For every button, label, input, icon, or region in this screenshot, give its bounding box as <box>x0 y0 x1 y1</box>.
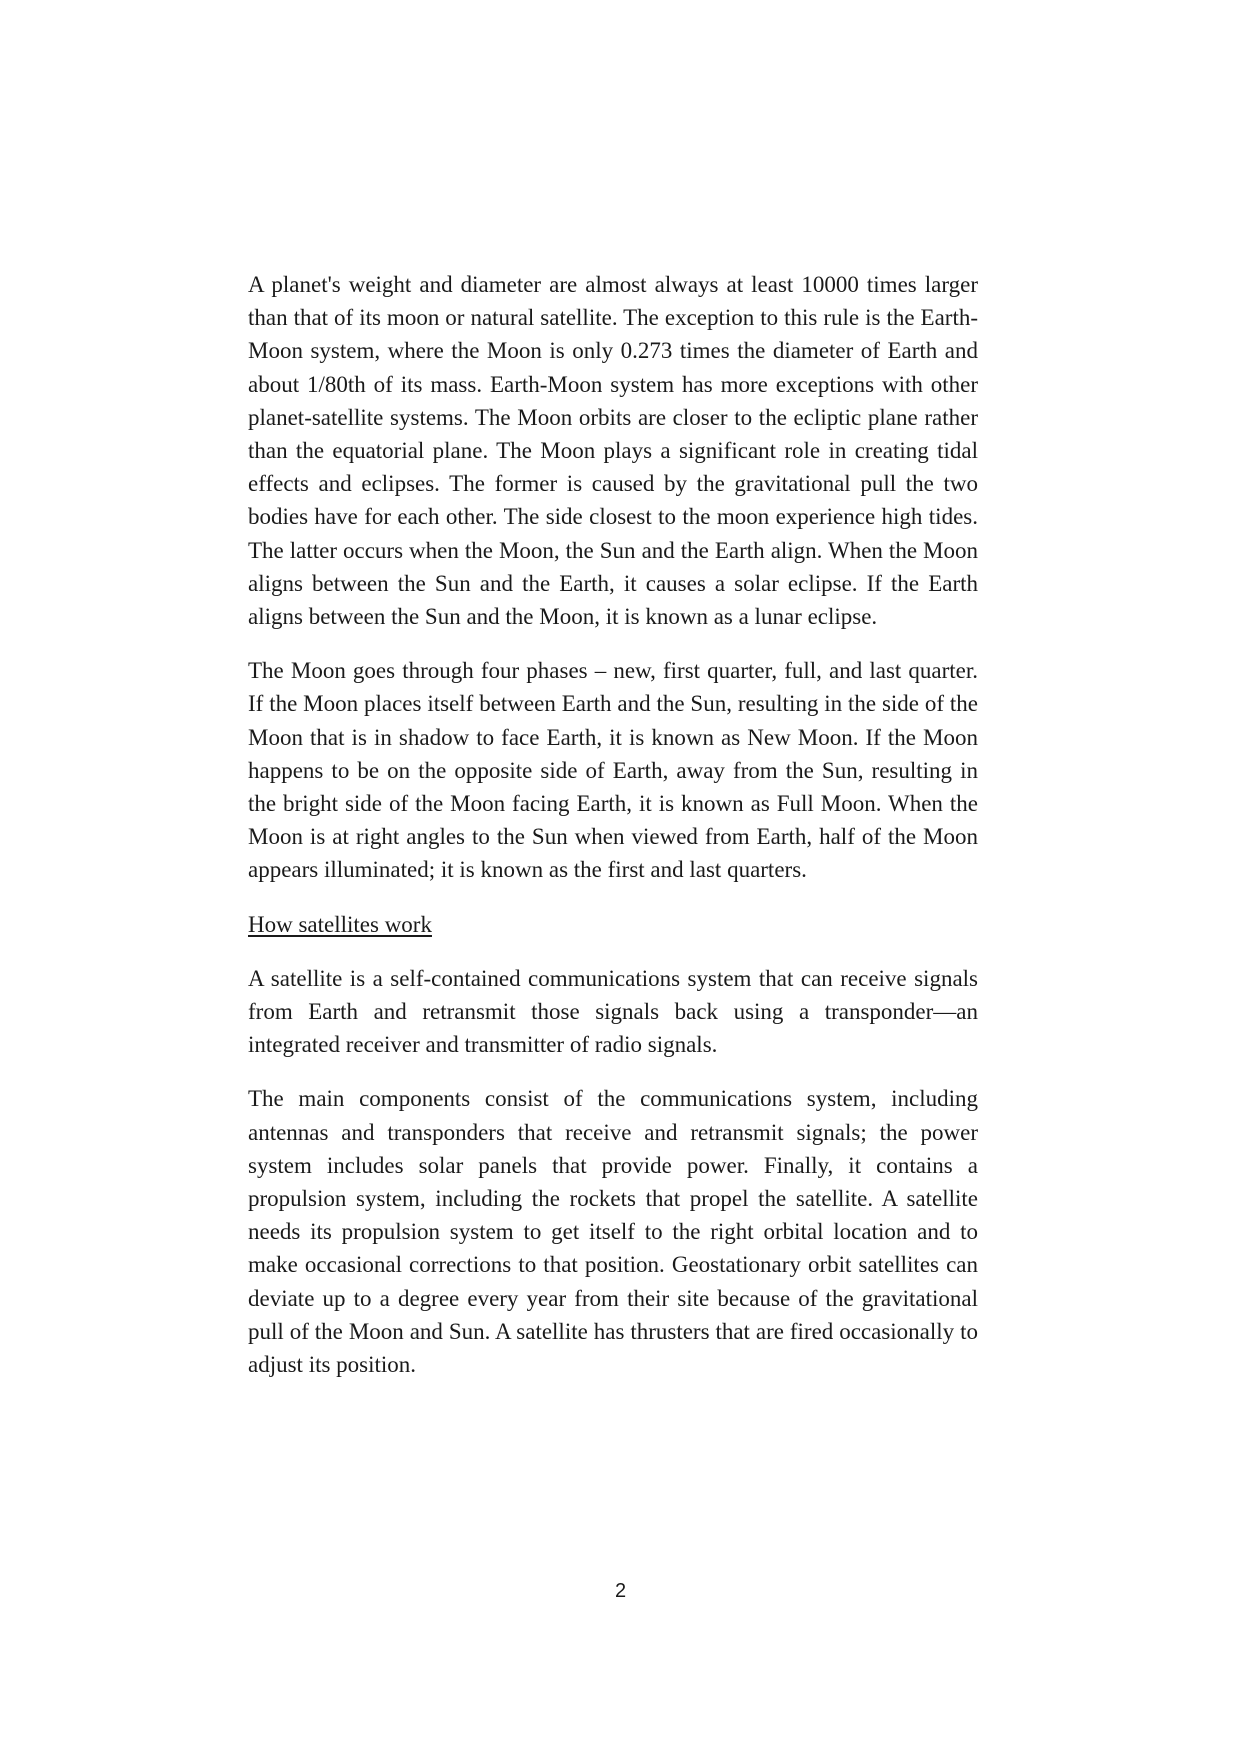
body-text <box>248 268 978 1402</box>
paragraph-earth-moon: A planet's weight and diameter are almost always at least 10000 times larger than that of its moon or natural satellite. The exception to this rule is the Earth-Moon system, where the Moon is only 0.273 times the diameter of Earth and about 1/80th of its mass. Earth-Moon system has more exceptions with other planet-satellite systems. The Moon orbits are closer to the ecliptic plane rather than the equatorial plane. The Moon plays a significant role in creating tidal effects and eclipses. The former is caused by the gravitational pull the two bodies have for each other. The side closest to the moon experience high tides. The latter occurs when the Moon, the Sun and the Earth align. When the Moon aligns between the Sun and the Earth, it causes a solar eclipse. If the Earth aligns between the Sun and the Moon, it is known as a lunar eclipse. <box>248 272 978 630</box>
page-number: 2 <box>614 1580 627 1602</box>
paragraph-moon-phases: The Moon goes through four phases – new, first quarter, full, and last quarter. If the Moon places itself between Earth and the Sun, resulting in the side of the Moon that is in shadow to face Earth, it is known as New Moon. If the Moon happens to be on the opposite side of Earth, away from the Sun, resulting in the bright side of the Moon facing Earth, it is known as Full Moon. When the Moon is at right angles to the Sun when viewed from Earth, half of the Moon appears illuminated; it is known as the first and last quarters. <box>248 658 978 883</box>
paragraph-satellite-components: The main components consist of the communications system, including antennas and transponders that receive and retransmit signals; the power system includes solar panels that provide power. Finally, it contains a propulsion system, including the rockets that propel the satellite. A satellite needs its propulsion system to get itself to the right orbital location and to make occasional corrections to that position. Geostationary orbit satellites can deviate up to a degree every year from their site because of the gravitational pull of the Moon and Sun. A satellite has thrusters that are fired occasionally to adjust its position. <box>248 1086 978 1378</box>
section-heading: How satellites work <box>248 911 432 937</box>
paragraph-satellite-definition: A satellite is a self-contained communications system that can receive signals from Earth and retransmit those signals back using a transponder—an integrated receiver and transmitter of radio signals. <box>248 965 978 1058</box>
